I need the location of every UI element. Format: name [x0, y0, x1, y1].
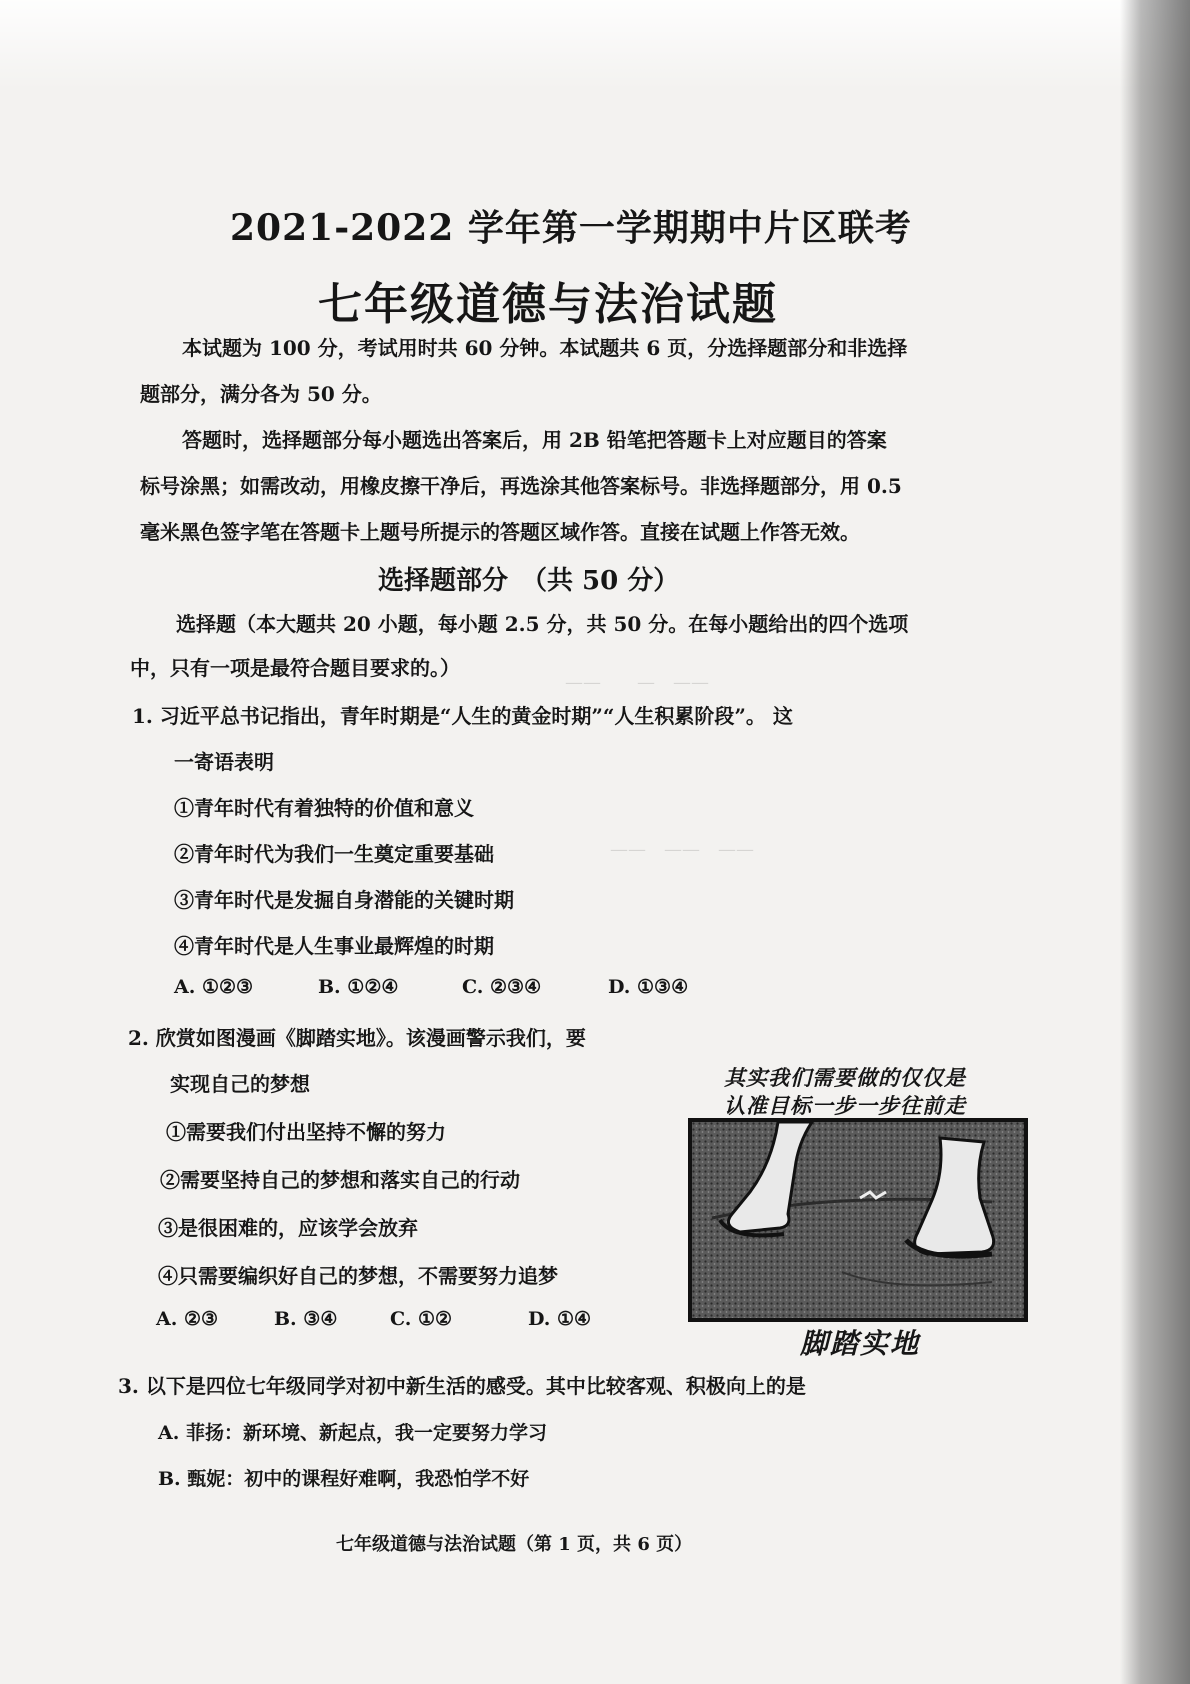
section-heading: 选择题部分 （共 50 分） [378, 566, 680, 596]
bleed-through-mark: —— — —— [565, 672, 709, 693]
section-intro: 选择题（本大题共 20 小题，每小题 2.5 分，共 50 分。在每小题给出的四个选项 [176, 612, 909, 636]
cartoon-image [688, 1118, 1028, 1322]
cartoon-text-line1: 其实我们需要做的仅仅是 [724, 1066, 966, 1090]
question-1-option-d: D. ①③④ [608, 976, 689, 998]
question-1-stem: 一寄语表明 [174, 750, 274, 774]
question-2-option-d: D. ①④ [528, 1308, 592, 1330]
page-footer: 七年级道德与法治试题（第 1 页，共 6 页） [336, 1534, 693, 1555]
question-1-statement: ②青年时代为我们一生奠定重要基础 [174, 842, 494, 866]
instruction-line: 标号涂黑；如需改动，用橡皮擦干净后，再选涂其他答案标号。非选择题部分，用 0.5 [140, 474, 902, 498]
exam-title-line1: 2021-2022 学年第一学期期中片区联考 [230, 207, 912, 249]
question-2-option-c: C. ①② [390, 1308, 453, 1330]
question-3-option-a: A. 菲扬：新环境、新起点，我一定要努力学习 [158, 1422, 547, 1444]
bleed-through-mark: —— —— —— [610, 839, 754, 860]
exam-title-line2: 七年级道德与法治试题 [318, 279, 778, 330]
instruction-line: 本试题为 100 分，考试用时共 60 分钟。本试题共 6 页，分选择题部分和非选择 [182, 336, 908, 360]
walking-feet-illustration [692, 1122, 1024, 1318]
question-1-option-b: B. ①②④ [318, 976, 399, 998]
question-2-statement: ③是很困难的，应该学会放弃 [158, 1216, 418, 1240]
section-intro: 中，只有一项是最符合题目要求的。） [130, 656, 460, 680]
question-1-statement: ④青年时代是人生事业最辉煌的时期 [174, 934, 494, 958]
question-1-option-a: A. ①②③ [174, 976, 254, 998]
question-1-stem: 1. 习近平总书记指出，青年时期是“人生的黄金时期”“人生积累阶段”。 这 [132, 704, 793, 728]
question-1-option-c: C. ②③④ [462, 976, 542, 998]
question-3-option-b: B. 甄妮：初中的课程好难啊，我恐怕学不好 [158, 1468, 530, 1490]
question-2-statement: ④只需要编织好自己的梦想，不需要努力追梦 [158, 1264, 558, 1288]
question-2-option-b: B. ③④ [274, 1308, 338, 1330]
instruction-line: 答题时，选择题部分每小题选出答案后，用 2B 铅笔把答题卡上对应题目的答案 [182, 428, 887, 452]
question-2-statement: ②需要坚持自己的梦想和落实自己的行动 [160, 1168, 520, 1192]
instruction-line: 毫米黑色签字笔在答题卡上题号所提示的答题区域作答。直接在试题上作答无效。 [140, 520, 860, 544]
question-1-statement: ①青年时代有着独特的价值和意义 [174, 796, 474, 820]
question-3-stem: 3. 以下是四位七年级同学对初中新生活的感受。其中比较客观、积极向上的是 [118, 1374, 806, 1398]
cartoon-text-line2: 认准目标一步一步往前走 [724, 1094, 966, 1118]
instruction-line: 题部分，满分各为 50 分。 [140, 382, 382, 406]
question-1-statement: ③青年时代是发掘自身潜能的关键时期 [174, 888, 514, 912]
question-2-stem: 2. 欣赏如图漫画《脚踏实地》。该漫画警示我们，要 [128, 1026, 586, 1050]
page-edge-shadow [1120, 0, 1190, 1684]
paper-highlight [0, 0, 1190, 90]
question-2-option-a: A. ②③ [156, 1308, 219, 1330]
question-2-statement: ①需要我们付出坚持不懈的努力 [166, 1120, 446, 1144]
question-2-stem: 实现自己的梦想 [170, 1072, 310, 1096]
cartoon-caption: 脚踏实地 [800, 1327, 921, 1360]
